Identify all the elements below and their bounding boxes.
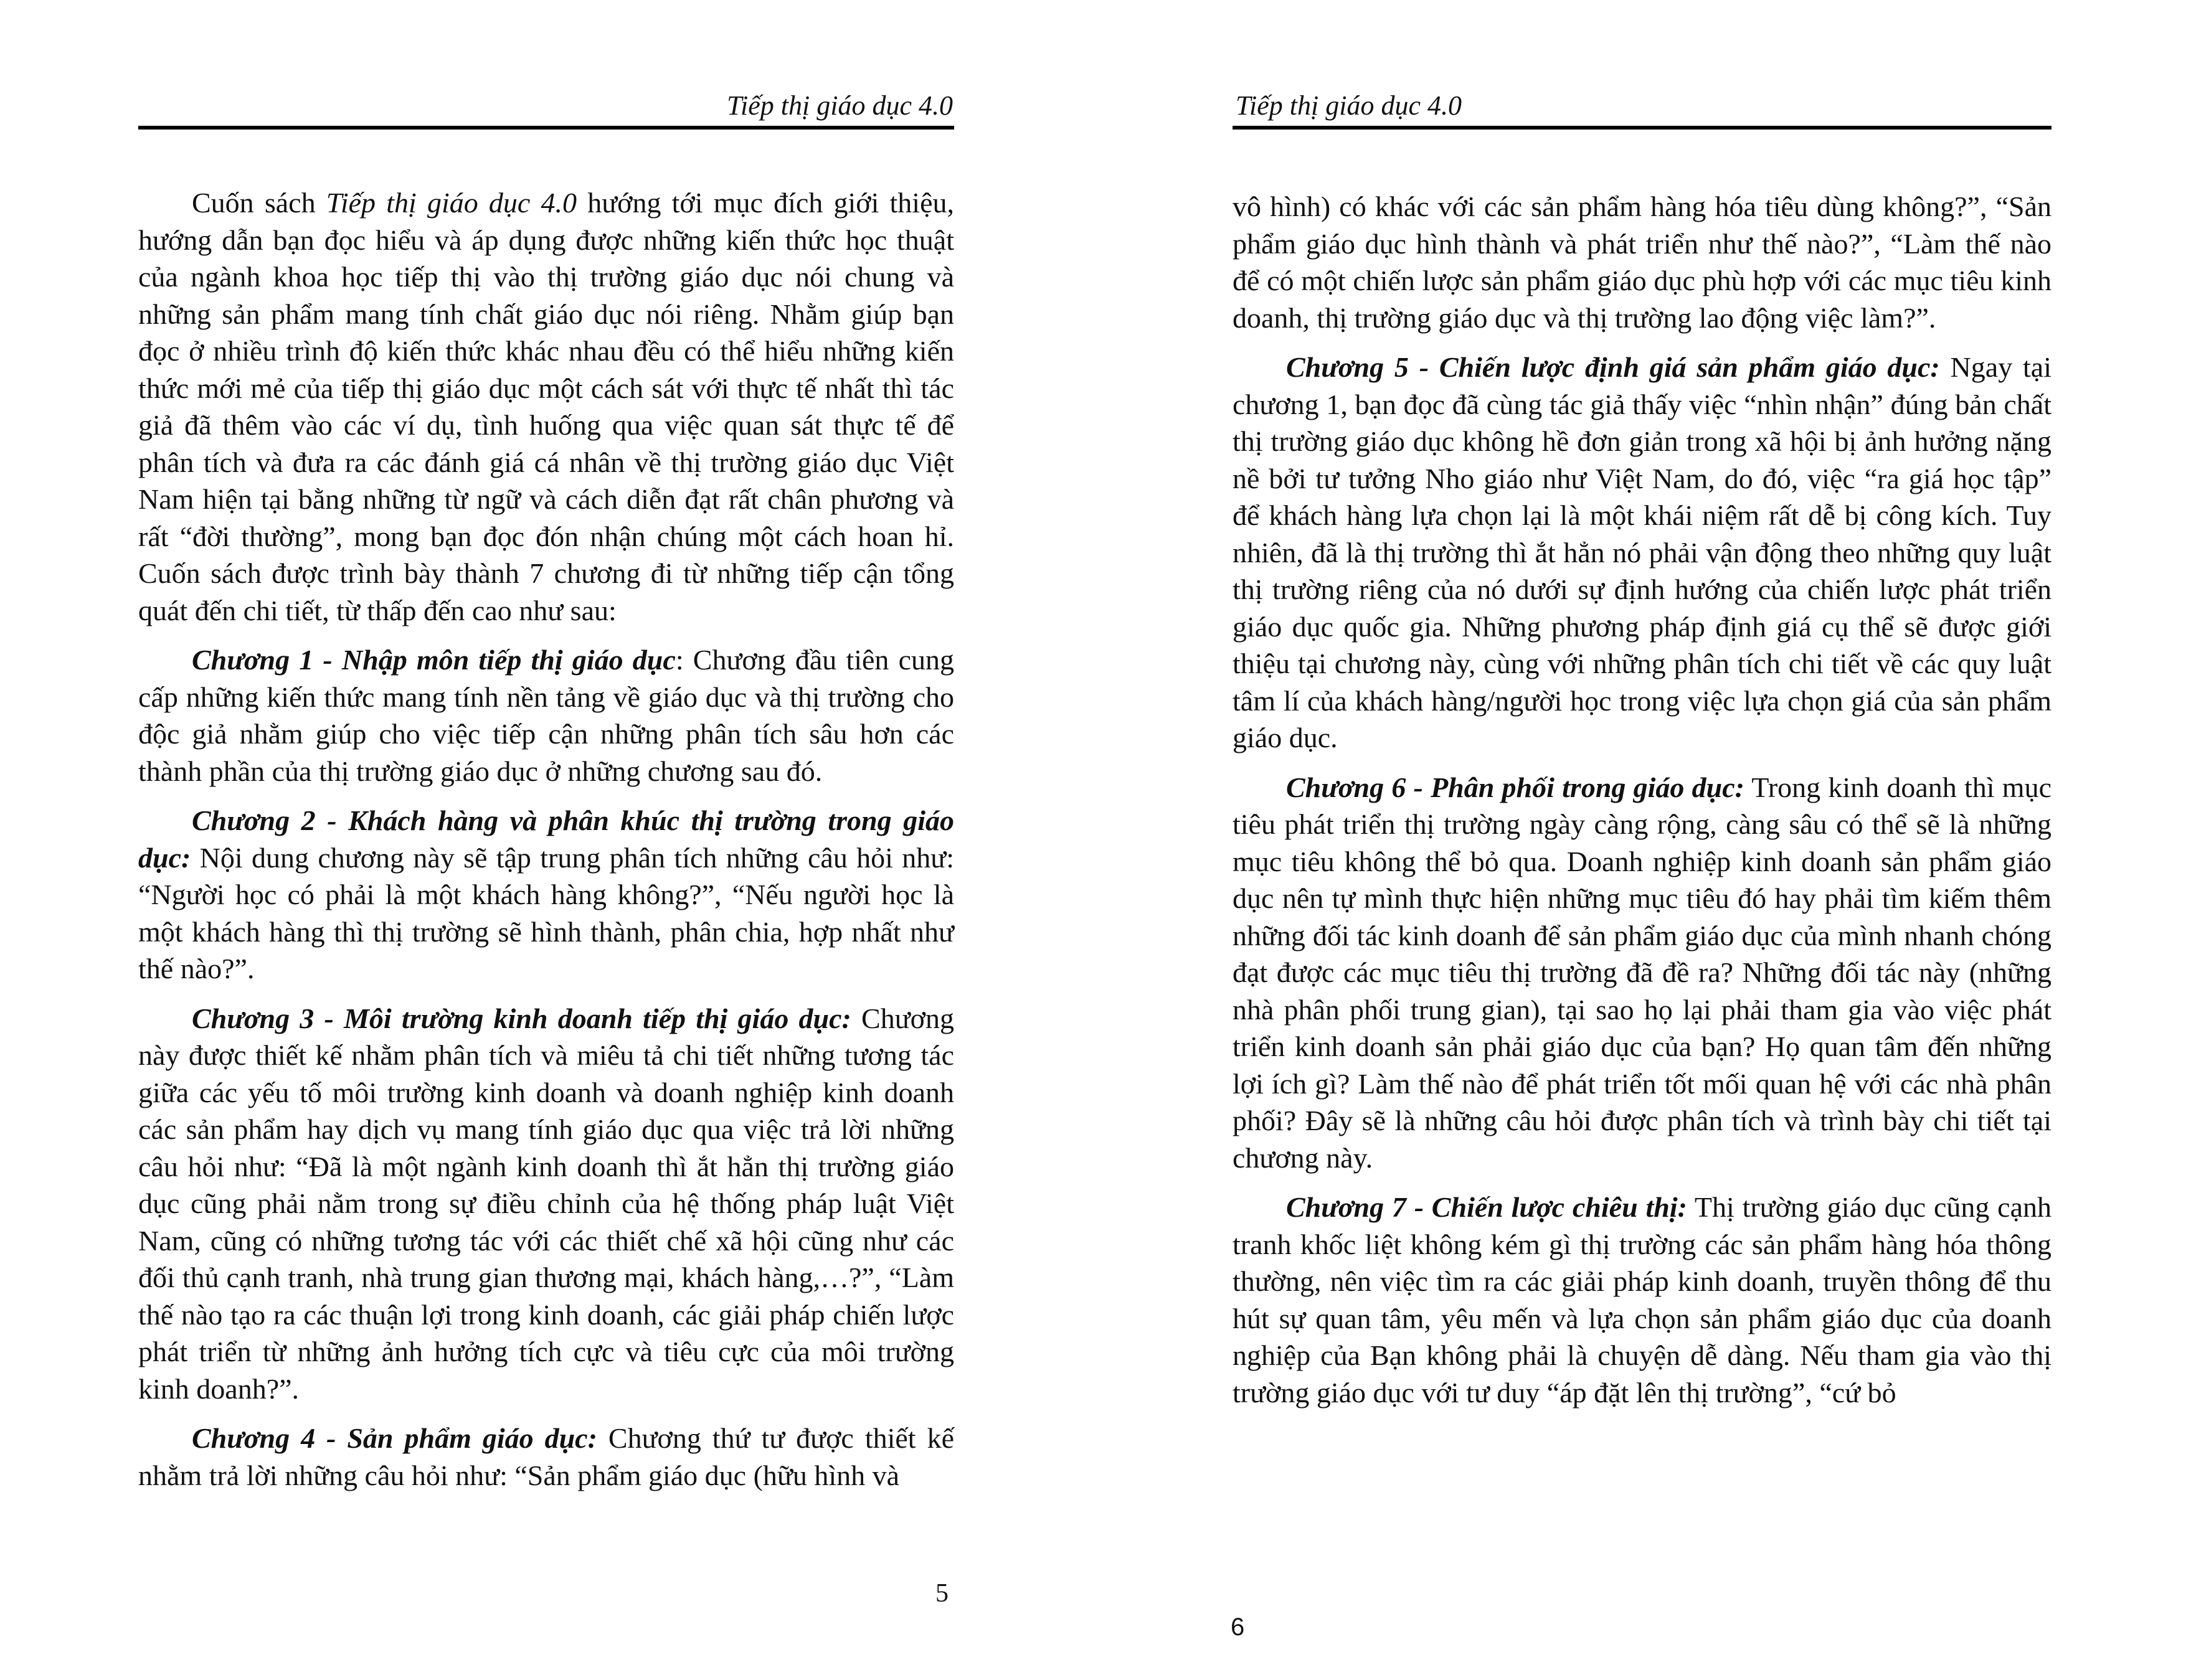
continuation-paragraph: vô hình) có khác với các sản phẩm hàng hóa tiêu dùng không?”, “Sản phẩm giáo dục hình thành và phát triển như thế nào?”, “Làm thế nào để có một chiến lược sản phẩm giáo dục phù hợp với các mục tiêu kinh doanh, thị trường giáo dục và thị trường lao động việc làm?”.	[1233, 191, 2051, 334]
header-rule	[1233, 126, 2051, 130]
chapter-4-paragraph: Chương 4 - Sản phẩm giáo dục: Chương thứ tư được thiết kế nhằm trả lời những câu hỏi như: “Sản phẩm giáo dục (hữu hình và	[138, 1422, 954, 1491]
chapter-3-paragraph: Chương 3 - Môi trường kinh doanh tiếp thị giáo dục: Chương này được thiết kế nhằm phân tích và miêu tả chi tiết những tương tác giữa các yếu tố môi trường kinh doanh và doanh nghiệp kinh doanh các sản phẩm hay dịch vụ mang tính giáo dục qua việc trả lời những câu hỏi như: “Đã là một ngành kinh doanh thì ắt hẳn thị trường giáo dục cũng phải nằm trong sự điều chỉnh của hệ thống pháp luật Việt Nam, cũng có những tương tác với các thiết chế xã hội cũng như các đối thủ cạnh tranh, nhà trung gian thương mại, khách hàng,…?”, “Làm thế nào tạo ra các thuận lợi trong kinh doanh, các giải pháp chiến lược phát triển từ những ảnh hưởng tích cực và tiêu cực của môi trường kinh doanh?”.	[138, 1002, 954, 1405]
chapter-6-paragraph: Chương 6 - Phân phối trong giáo dục: Trong kinh doanh thì mục tiêu phát triển thị trường ngày càng rộng, càng sâu có thể sẽ là những mục tiêu không thể bỏ qua. Doanh nghiệp kinh doanh sản phẩm giáo dục nên tự mình thực hiện những mục tiêu đó hay phải tìm kiếm thêm những đối tác kinh doanh để sản phẩm giáo dục của mình nhanh chóng đạt được các mục tiêu thị trường đã đề ra? Những đối tác này (những nhà phân phối trung gian), tại sao họ lại phải tham gia vào việc phát triển kinh doanh sản phải giáo dục của bạn? Họ quan tâm đến những lợi ích gì? Làm thế nào để phát triển tốt mối quan hệ với các nhà phân phối? Đây sẽ là những câu hỏi được phân tích và trình bày chi tiết tại chương này.	[1233, 771, 2051, 1174]
running-header-title: Tiếp thị giáo dục 4.0	[1236, 90, 1462, 121]
page-body	[138, 184, 954, 1506]
chapter-title: Chương 1 - Nhập môn tiếp thị giáo dục	[192, 644, 676, 676]
chapter-title: Chương 6 - Phân phối trong giáo dục:	[1286, 771, 1744, 803]
running-header-title: Tiếp thị giáo dục 4.0	[727, 90, 953, 121]
chapter-title: Chương 5 - Chiến lược định giá sản phẩm giáo dục:	[1286, 351, 1940, 383]
header-rule	[138, 126, 954, 130]
page-body	[1233, 188, 2051, 1423]
chapter-7-paragraph: Chương 7 - Chiến lược chiêu thị: Thị trường giáo dục cũng cạnh tranh khốc liệt không kém gì thị trường các sản phẩm hàng hóa thông thường, nên việc tìm ra các giải pháp kinh doanh, truyền thông để thu hút sự quan tâm, yêu mến và lựa chọn sản phẩm giáo dục của doanh nghiệp của Bạn không phải là chuyện dễ dàng. Nếu tham gia vào thị trường giáo dục với tư duy “áp đặt lên thị trường”, “cứ bỏ	[1233, 1191, 2051, 1409]
right-page	[1096, 0, 2191, 1680]
chapter-5-paragraph: Chương 5 - Chiến lược định giá sản phẩm giáo dục: Ngay tại chương 1, bạn đọc đã cùng tác giả thấy việc “nhìn nhận” đúng bản chất thị trường giáo dục không hề đơn giản trong xã hội bị ảnh hưởng nặng nề bởi tư tưởng Nho giáo như Việt Nam, do đó, việc “ra giá học tập” để khách hàng lựa chọn lại là một khái niệm rất dễ bị công kích. Tuy nhiên, đã là thị trường thì ắt hẳn nó phải vận động theo những quy luật thị trường riêng của nó dưới sự định hướng của chiến lược phát triển giáo dục quốc gia. Những phương pháp định giá cụ thể sẽ được giới thiệu tại chương này, cùng với những phân tích chi tiết về các quy luật tâm lí của khách hàng/người học trong việc lựa chọn giá của sản phẩm giáo dục.	[1233, 351, 2051, 753]
chapter-2-paragraph: Chương 2 - Khách hàng và phân khúc thị trường trong giáo dục: Nội dung chương này sẽ tập trung phân tích những câu hỏi như: “Người học có phải là một khách hàng không?”, “Nếu người học là một khách hàng thì thị trường sẽ hình thành, phân chia, hợp nhất như thế nào?”.	[138, 805, 954, 984]
intro-paragraph: Cuốn sách Tiếp thị giáo dục 4.0 hướng tới mục đích giới thiệu, hướng dẫn bạn đọc hiểu và áp dụng được những kiến thức học thuật của ngành khoa học tiếp thị vào thị trường giáo dục nói chung và những sản phẩm mang tính chất giáo dục nói riêng. Nhằm giúp bạn đọc ở nhiều trình độ kiến thức khác nhau đều có thể hiểu những kiến thức mới mẻ của tiếp thị giáo dục một cách sát với thực tế nhất thì tác giả đã thêm vào các ví dụ, tình huống qua việc quan sát thực tế để phân tích và đưa ra các đánh giá cá nhân về thị trường giáo dục Việt Nam hiện tại bằng những từ ngữ và cách diễn đạt rất chân phương và rất “đời thường”, mong bạn đọc đón nhận chúng một cách hoan hỉ. Cuốn sách được trình bày thành 7 chương đi từ những tiếp cận tổng quát đến chi tiết, từ thấp đến cao như sau:	[138, 187, 955, 626]
chapter-title: Chương 7 - Chiến lược chiêu thị:	[1286, 1191, 1687, 1223]
book-title: Tiếp thị giáo dục 4.0	[326, 187, 577, 219]
chapter-title: Chương 2 - Khách hàng và phân khúc thị trường trong giáo dục:	[138, 805, 954, 874]
page-number: 5	[935, 1579, 949, 1608]
chapter-1-paragraph: Chương 1 - Nhập môn tiếp thị giáo dục: Chương đầu tiên cung cấp những kiến thức mang tính nền tảng về giáo dục và thị trường cho độc giả nhằm giúp cho việc tiếp cận những phân tích sâu hơn các thành phần của thị trường giáo dục ở những chương sau đó.	[138, 644, 955, 787]
chapter-title: Chương 4 - Sản phẩm giáo dục:	[192, 1422, 597, 1454]
page-number: 6	[1231, 1613, 1245, 1641]
chapter-title: Chương 3 - Môi trường kinh doanh tiếp thị giáo dục:	[192, 1002, 851, 1034]
